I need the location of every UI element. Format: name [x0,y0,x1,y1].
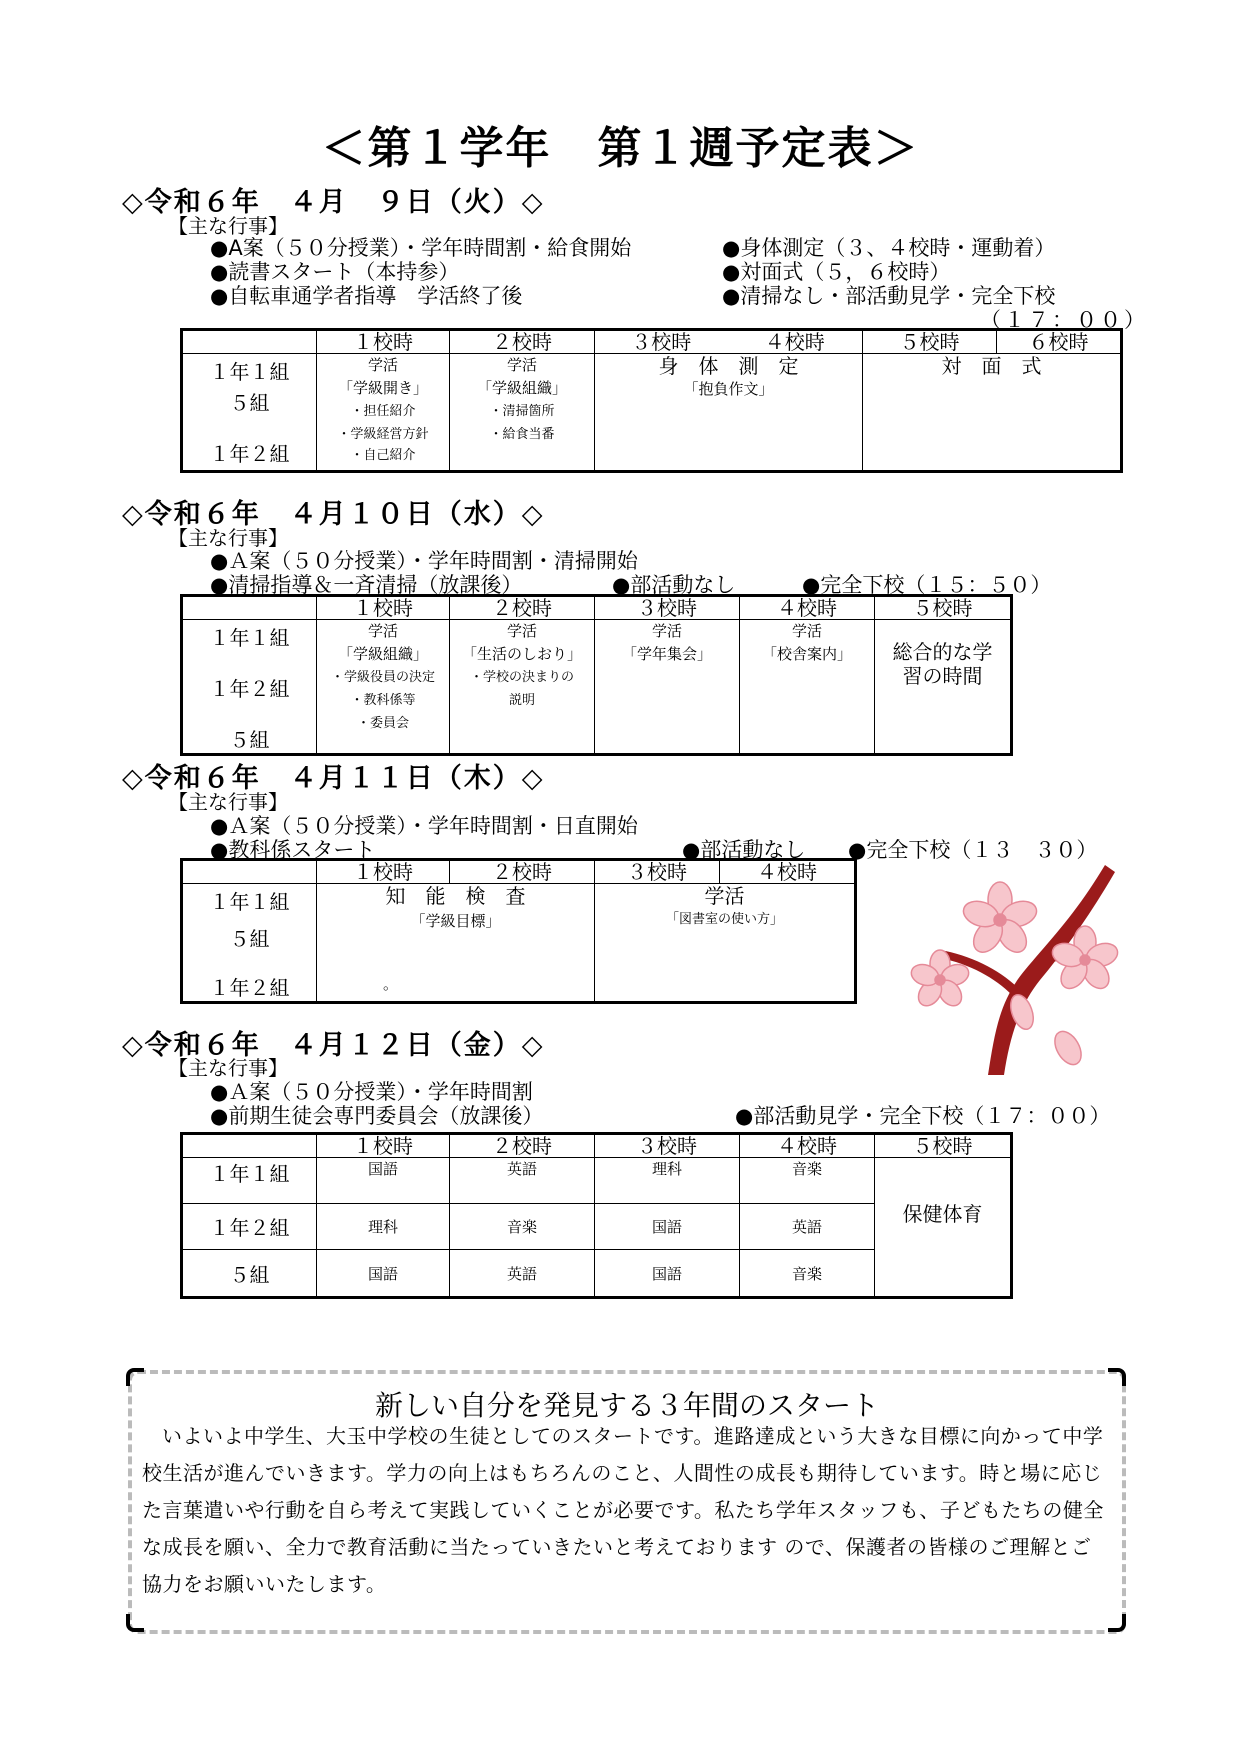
period-header: ２校時 [450,1134,595,1158]
period-header: ３校時 [595,330,728,354]
day4-item: ●前期生徒会専門委員会（放課後） [210,1104,544,1128]
cell-text: ・給食当番 [489,427,555,442]
cell-p12 [317,884,595,1003]
subject-cell: 英語 [450,1158,595,1204]
subject-cell: 理科 [595,1158,740,1204]
subject-cell: 音楽 [740,1250,875,1298]
row-label: １年２組 [209,976,290,1000]
day3-heading: ◇令和６年 ４月１１日（木）◇ [122,763,545,794]
cell-p34 [595,354,863,472]
period-header: ５校時 [863,330,997,354]
day3-events-label: 【主な行事】 [168,790,288,814]
corner-cell [182,330,317,354]
cell-p56 [863,354,1122,472]
cell-text: ・学級役員の決定 [330,670,435,685]
message-body: いよいよ中学生、大玉中学校の生徒としてのスタートです。進路達成という大きな目標に向かって中学校生活が進んでいきます。学力の向上はもちろんのこと、人間性の成長も期待しています。時と場に応じた言葉遣いや行動を自ら考えて実践していくことが必要です。私たち学年スタッフも、子どもたちの健全な成長を願い、全力で教育活動に当たっていきたいと考えております ので、保護者の皆様のご理解とご協力をお願いいたします。 [142,1424,1104,1596]
day3-item: ●部活動なし [682,838,806,862]
cell-p4 [740,620,875,755]
day2-item: ●清掃指導＆一斉清掃（放課後） [210,573,523,597]
cell-text: 「学級目標」 [410,912,501,930]
cell-text: 「図書室の使い方」 [665,912,783,927]
period-header: ３校時 [595,1134,740,1158]
cell-text: 「学級組織」 [476,379,567,397]
period-header: １校時 [317,1134,450,1158]
cell-text: 学活 [651,622,682,640]
corner-cell [182,596,317,620]
cell-text: 。 [382,975,398,993]
row-label: ５組 [229,927,270,951]
box-corner [1108,1614,1126,1632]
page-title: ＜第１学年 第１週予定表＞ [321,123,920,174]
period-header: １校時 [317,860,450,884]
day2-item: ●部活動なし [612,573,736,597]
subject-cell: 英語 [740,1204,875,1250]
day2-item: ●完全下校（１５：５０） [802,573,1052,597]
subject-cell: 国語 [317,1158,450,1204]
day4-schedule-table [180,1132,1013,1299]
cell-text: 「学級組織」 [337,645,428,663]
cell-p34 [595,884,856,1003]
cell-text: 対 面 式 [941,354,1042,378]
cell-text: 総合的な学 [892,640,993,664]
row-label: １年２組 [209,442,290,466]
cell-p1 [317,620,450,755]
subject-cell: 理科 [317,1204,450,1250]
day3-item: ●Ａ案（５０分授業）・学年時間割・日直開始 [210,814,638,838]
cell-text: 学活 [704,884,745,908]
cell-text: 「校舎案内」 [761,645,852,663]
period-header: ２校時 [450,596,595,620]
period-header: ６校時 [997,330,1122,354]
cell-text: 身 体 測 定 [658,354,799,378]
cell-text: ・教科係等 [350,693,416,708]
period-header: ４校時 [720,860,856,884]
period-header: ３校時 [595,596,740,620]
subject-cell: 保健体育 [875,1158,1012,1298]
period-header: ２校時 [450,860,595,884]
day2-events-label: 【主な行事】 [168,526,288,550]
row-label: １年１組 [182,1158,317,1204]
cell-p5 [875,620,1012,755]
period-header: ５校時 [875,596,1012,620]
period-header: ２校時 [450,330,595,354]
period-header: １校時 [317,596,450,620]
cell-text: ・清掃箇所 [489,404,555,419]
period-header: ４校時 [740,596,875,620]
cell-text: 学活 [367,622,398,640]
subject-cell: 音楽 [450,1204,595,1250]
day1-heading: ◇令和６年 ４月 ９日（火）◇ [122,187,545,218]
class-labels [182,354,317,472]
day2-schedule-table [180,594,1013,756]
row-label: １年１組 [209,890,290,914]
cherry-blossom-illustration [900,860,1130,1080]
day1-item: ●身体測定（３、４校時・運動着） [722,236,1056,260]
cell-text: ・学級経営方針 [337,427,429,442]
day3-item: ●完全下校（１３ ３０） [848,838,1098,862]
cell-p3 [595,620,740,755]
day1-item: （１７：００） [980,308,1148,332]
day1-item: ●対面式（５，６校時） [722,260,951,284]
period-header: ４校時 [740,1134,875,1158]
cell-text: 「抱負作文」 [683,380,774,398]
corner-cell [182,1134,317,1158]
day1-item: ●清掃なし・部活動見学・完全下校 [722,284,1056,308]
day2-item: ●Ａ案（５０分授業）・学年時間割・清掃開始 [210,549,638,573]
period-header: ５校時 [875,1134,1012,1158]
box-corner [126,1614,144,1632]
cell-text: 説明 [508,693,535,708]
day1-item: ●A案（５０分授業）・学年時間割・給食開始 [210,236,632,260]
period-header: ４校時 [728,330,863,354]
subject-cell: 国語 [595,1250,740,1298]
day4-heading: ◇令和６年 ４月１２日（金）◇ [122,1030,545,1061]
row-label: １年１組 [209,626,290,650]
period-header: １校時 [317,330,450,354]
cell-text: 習の時間 [902,664,983,688]
day2-heading: ◇令和６年 ４月１０日（水）◇ [122,499,545,530]
cell-text: ・担任紹介 [350,404,416,419]
day1-item: ●読書スタート（本持参） [210,260,460,284]
row-label: １年２組 [182,1204,317,1250]
day4-item: ●Ａ案（５０分授業）・学年時間割 [210,1080,533,1104]
cell-p2 [450,620,595,755]
day3-item: ●教科係スタート [210,838,376,862]
row-label: ５組 [229,728,270,752]
day4-item: ●部活動見学・完全下校（１７：００） [735,1104,1111,1128]
subject-cell: 英語 [450,1250,595,1298]
cell-p1 [317,354,450,472]
subject-cell: 国語 [595,1204,740,1250]
cell-text: 「学年集会」 [621,645,712,663]
class-labels [182,620,317,755]
cell-p2 [450,354,595,472]
day3-schedule-table [180,858,857,1004]
row-label: ５組 [182,1250,317,1298]
cell-text: 学活 [791,622,822,640]
subject-cell: 国語 [317,1250,450,1298]
corner-cell [182,860,317,884]
day1-schedule-table [180,328,1123,473]
period-header: ３校時 [595,860,720,884]
cell-text: 学活 [506,622,537,640]
cell-text: 「学級開き」 [337,379,428,397]
cell-text: 学活 [367,356,398,374]
cell-text: ・自己紹介 [350,448,416,463]
class-labels [182,884,317,1003]
cell-text: ・委員会 [356,716,409,731]
row-label: １年１組 [209,360,290,384]
row-label: １年２組 [209,677,290,701]
cell-text: 「生活のしおり」 [461,645,582,663]
cell-text: 学活 [506,356,537,374]
cell-text: 知 能 検 査 [385,884,526,908]
row-label: ５組 [229,391,270,415]
subject-cell: 音楽 [740,1158,875,1204]
cell-text: ・学校の決まりの [469,670,574,685]
day4-events-label: 【主な行事】 [168,1056,288,1080]
message-title: 新しい自分を発見する３年間のスタート [374,1389,879,1422]
day1-events-label: 【主な行事】 [168,214,288,238]
day1-item: ●自転車通学者指導 学活終了後 [210,284,523,308]
